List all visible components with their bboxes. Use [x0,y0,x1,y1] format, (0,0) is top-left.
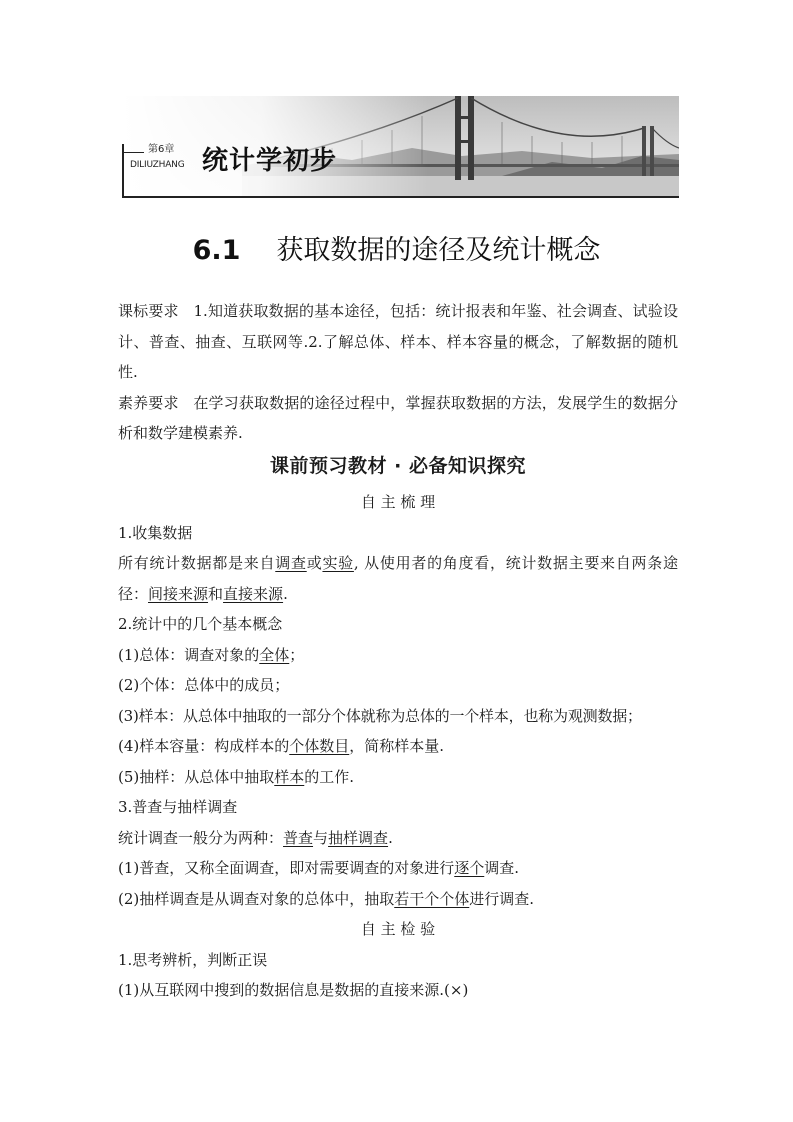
blank-answer: 逐个 [454,859,485,877]
text-run: (5)抽样：从总体中抽取 [118,767,275,786]
concepts-title: 2.统计中的几个基本概念 [118,615,283,633]
blank-answer: 全体 [259,645,290,664]
blank-answer: 若干个个体 [394,889,470,908]
curriculum-text: 1.知道获取数据的基本途径，包括：统计报表和年鉴、社会调查、试验设计、普查、抽查、互联网等.2.了解总体、样本、样本容量的概念，了解数据的随机性. [118,302,678,381]
text-run: 进行调查. [469,889,535,908]
text-run: 或 [306,554,323,572]
text-run: (1)普查，又称全面调查，即对需要调查的对象进行 [118,859,455,877]
self-check-heading: 自 主 检 验 [360,920,436,938]
survey-title: 3.普查与抽样调查 [118,798,238,816]
blank-answer: 普查 [283,828,314,847]
text-run: , 从使用者的角度看，统计数据主要来自两条途径： [118,554,678,603]
curriculum-requirement [118,296,678,388]
blank-answer: 抽样调查 [328,828,389,847]
document-body [118,296,678,1006]
text-run: (2)抽样调查是从调查对象的总体中，抽取 [118,889,395,908]
blank-answer: 个体数目 [289,737,350,755]
text-run: (1)总体：调查对象的 [118,645,260,664]
text-run: 和 [208,584,224,603]
text-run: . [388,828,393,847]
survey-census [118,853,678,884]
concept-individual: (2)个体：总体中的成员； [118,676,290,694]
section-title-text: 获取数据的途径及统计概念 [276,235,601,266]
blank-answer: 样本 [274,767,305,786]
self-review-heading: 自 主 梳 理 [360,493,436,511]
blank-answer: 直接来源 [223,584,284,603]
text-run: 统计调查一般分为两种： [118,828,284,847]
text-run: ； [289,645,305,664]
survey-sampling [118,884,678,915]
collect-paragraph [118,548,678,609]
text-run: 调查. [484,859,520,877]
check-question-1: (1)从互联网中搜到的数据信息是数据的直接来源.(×) [118,981,469,999]
preview-heading: 课前预习教材 · 必备知识探究 [270,454,526,477]
literacy-label: 素养要求 [118,393,179,412]
section-number: 6.1 [192,235,241,266]
concept-sample-size [118,731,678,762]
section-title [0,228,793,267]
text-run: 所有统计数据都是来自 [118,554,276,572]
concept-sampling [118,762,678,793]
survey-types [118,823,678,854]
collect-title: 1.收集数据 [118,523,193,542]
concept-population [118,640,678,671]
text-run: 的工作. [304,767,355,786]
text-run: ，简称样本量. [349,737,445,755]
chapter-banner [122,96,679,198]
banner-tick-line [122,152,144,153]
check-title: 1.思考辨析，判断正误 [118,950,268,969]
literacy-requirement [118,388,678,449]
text-run: 与 [313,828,329,847]
text-run: . [283,584,288,603]
concept-sample: (3)样本：从总体中抽取的一部分个体就称为总体的一个样本，也称为观测数据； [118,706,642,725]
blank-answer: 间接来源 [148,584,209,603]
chapter-title: 统计学初步 [202,146,338,176]
literacy-text: 在学习获取数据的途径过程中，掌握获取数据的方法，发展学生的数据分析和数学建模素养. [118,393,678,442]
blank-answer: 实验 [322,554,354,572]
curriculum-label: 课标要求 [118,302,179,320]
banner-bottom-rule [122,196,679,198]
blank-answer: 调查 [275,554,307,572]
text-run: (4)样本容量：构成样本的 [118,737,290,755]
chapter-number: 第6章 [148,144,175,155]
chapter-pinyin: DILIUZHANG [130,160,185,170]
